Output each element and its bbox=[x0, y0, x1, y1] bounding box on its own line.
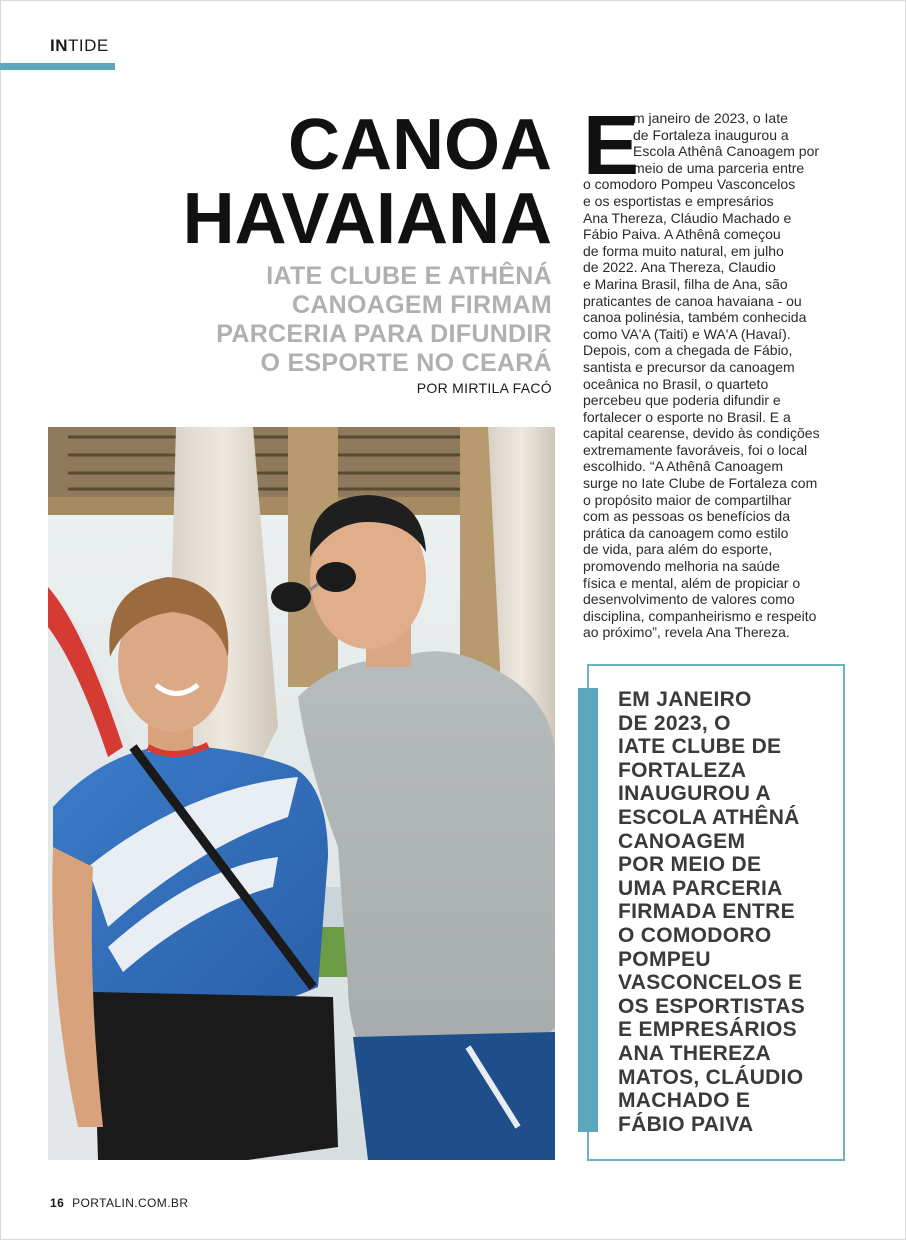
subtitle-line: IATE CLUBE E ATHÊNÁ bbox=[266, 262, 552, 290]
body-line: e os esportistas e empresários bbox=[583, 192, 774, 209]
body-line: com as pessoas os benefícios da bbox=[583, 508, 791, 525]
pull-quote-line: MATOS, CLÁUDIO bbox=[618, 1065, 804, 1089]
body-line: Depois, com a chegada de Fábio, bbox=[583, 342, 793, 359]
body-line: percebeu que poderia difundir e bbox=[583, 392, 781, 409]
body-line: Ana Thereza, Cláudio Machado e bbox=[583, 209, 792, 226]
body-line: praticantes de canoa havaiana - ou bbox=[583, 292, 802, 309]
article-photo bbox=[48, 427, 555, 1160]
pull-quote-line: EM JANEIRO bbox=[618, 688, 752, 711]
body-line: de forma muito natural, em julho bbox=[583, 242, 784, 259]
pull-quote-line: O COMODORO bbox=[618, 923, 772, 947]
section-tag-rest: TIDE bbox=[68, 36, 109, 55]
body-line: escolhido. “A Athênâ Canoagem bbox=[583, 458, 784, 475]
pull-quote-line: DE 2023, O bbox=[618, 711, 731, 735]
subtitle-line: O ESPORTE NO CEARÁ bbox=[260, 349, 552, 377]
pull-quote-line: FIRMADA ENTRE bbox=[618, 900, 795, 924]
body-line: disciplina, companheirismo e respeito bbox=[583, 607, 817, 624]
body-line: promovendo melhoria na saúde bbox=[583, 558, 780, 575]
body-line: extremamente favoráveis, foi o local bbox=[583, 441, 808, 458]
body-line: Escola Athênâ Canoagem por bbox=[633, 143, 820, 160]
body-line: física e mental, além de propiciar o bbox=[583, 574, 801, 591]
body-line: ao próximo”, revela Ana Thereza. bbox=[583, 624, 790, 641]
pull-quote-line: ANA THEREZA bbox=[618, 1041, 772, 1065]
section-accent-bar bbox=[0, 63, 115, 70]
body-line: prática da canoagem como estilo bbox=[583, 524, 789, 541]
body-line: de 2022. Ana Thereza, Claudio bbox=[583, 259, 776, 276]
pull-quote-line: POR MEIO DE bbox=[618, 853, 762, 877]
pull-quote-line: MACHADO E bbox=[618, 1089, 751, 1113]
article-subtitle bbox=[216, 262, 552, 378]
body-line: oceânica no Brasil, o quarteto bbox=[583, 375, 769, 392]
body-line: capital cearense, devido às condições bbox=[583, 425, 820, 442]
pull-quote-line: FÁBIO PAIVA bbox=[618, 1112, 754, 1136]
body-line: fortalecer o esporte no Brasil. E a bbox=[583, 408, 791, 425]
section-tag bbox=[50, 36, 109, 56]
body-line: meio de uma parceria entre bbox=[633, 159, 805, 176]
pull-quote bbox=[618, 688, 838, 1136]
photo-illustration bbox=[48, 427, 555, 1160]
page-footer bbox=[50, 1196, 188, 1210]
pull-quote-line: CANOAGEM bbox=[618, 829, 746, 853]
pull-quote-line: POMPEU bbox=[618, 947, 711, 971]
footer-site: PORTALIN.COM.BR bbox=[72, 1196, 189, 1210]
pull-quote-line: INAUGUROU A bbox=[618, 782, 772, 806]
body-line: canoa polinésia, também conhecida bbox=[583, 309, 807, 326]
subtitle-line: CANOAGEM FIRMAM bbox=[291, 291, 552, 319]
article-title bbox=[182, 105, 552, 259]
body-line: surge no Iate Clube de Fortaleza com bbox=[583, 475, 818, 492]
body-line: o comodoro Pompeu Vasconcelos bbox=[583, 176, 796, 193]
body-line: como VA'A (Taiti) e WA'A (Havaí). bbox=[583, 325, 791, 342]
body-line: o propósito maior de compartilhar bbox=[583, 491, 792, 508]
page-number: 16 bbox=[50, 1196, 65, 1210]
section-tag-strong: IN bbox=[50, 36, 68, 55]
title-line: HAVAIANA bbox=[182, 179, 552, 259]
article-body bbox=[583, 98, 845, 641]
body-line: e Marina Brasil, filha de Ana, são bbox=[583, 275, 788, 292]
body-line: de Fortaleza inaugurou a bbox=[633, 126, 789, 143]
pull-quote-line: VASCONCELOS E bbox=[618, 971, 803, 995]
body-line: Fábio Paiva. A Athênâ começou bbox=[583, 226, 781, 243]
pull-quote-line: E EMPRESÁRIOS bbox=[618, 1018, 797, 1042]
body-line: desenvolvimento de valores como bbox=[583, 591, 795, 608]
body-line: de vida, para além do esporte, bbox=[583, 541, 773, 558]
body-line: m janeiro de 2023, o Iate bbox=[633, 110, 788, 126]
pull-quote-line: IATE CLUBE DE bbox=[618, 735, 782, 759]
subtitle-line: PARCERIA PARA DIFUNDIR bbox=[216, 320, 552, 348]
pull-quote-line: UMA PARCERIA bbox=[618, 876, 783, 900]
dropcap: E bbox=[583, 98, 640, 192]
pull-quote-line: ESCOLA ATHÊNÁ bbox=[618, 805, 800, 829]
pull-quote-accent-bar bbox=[578, 688, 598, 1132]
pull-quote-line: FORTALEZA bbox=[618, 758, 747, 782]
title-line: CANOA bbox=[288, 105, 552, 185]
pull-quote-line: OS ESPORTISTAS bbox=[618, 994, 806, 1018]
body-line: santista e precursor da canoagem bbox=[583, 358, 795, 375]
byline: POR MIRTILA FACÓ bbox=[416, 380, 552, 396]
